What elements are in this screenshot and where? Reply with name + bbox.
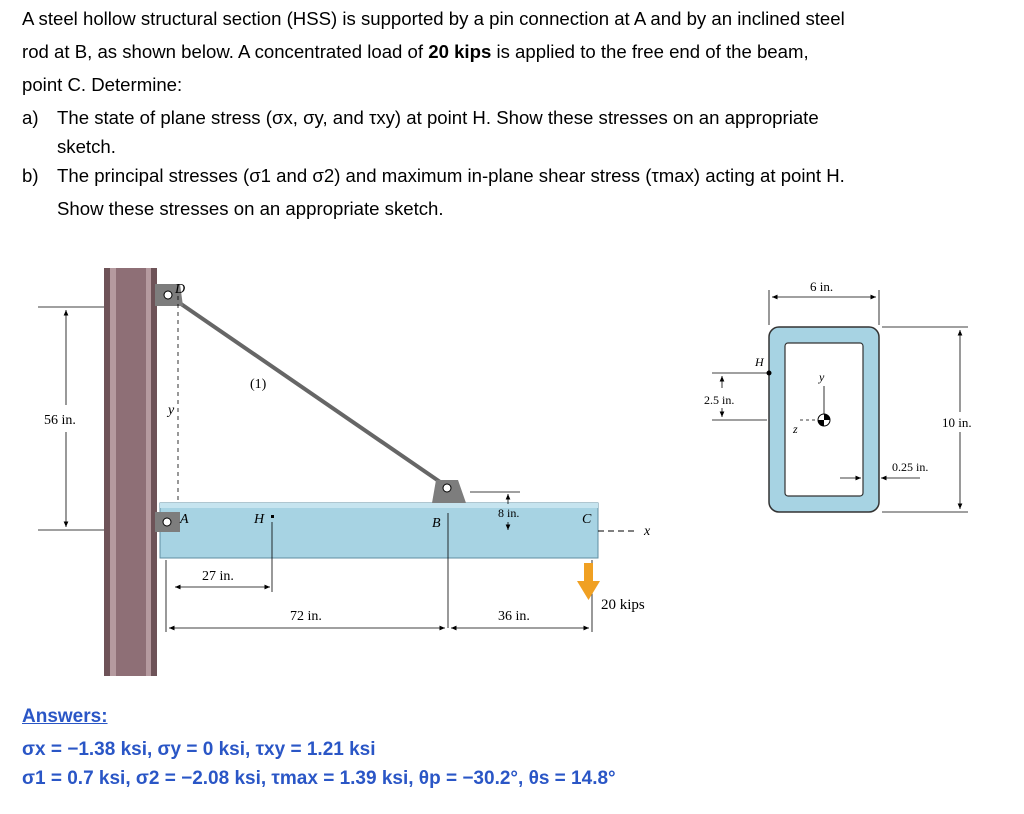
load-label: 20 kips <box>601 597 645 613</box>
load-arrow-head <box>577 581 600 600</box>
dim-72-label: 72 in. <box>290 609 322 624</box>
pin-d <box>164 291 172 299</box>
rod-label: (1) <box>250 377 267 392</box>
column-flange-left <box>104 268 110 676</box>
section-label-y: y <box>819 370 825 384</box>
column-flange-right <box>151 268 157 676</box>
part-b-line-1: The principal stresses (σ1 and σ2) and maximum in-plane shear stress (τmax) acting at point H. <box>57 165 845 186</box>
part-b-label: b) <box>22 165 39 186</box>
dim-27-label: 27 in. <box>202 569 234 584</box>
point-h-marker <box>271 515 274 518</box>
problem-line-2a: rod at B, as shown below. A concentrated load of <box>22 41 429 62</box>
part-a-line-2: sketch. <box>57 136 116 157</box>
dim-6-label: 6 in. <box>810 279 834 294</box>
load-arrow-shaft <box>584 563 593 581</box>
column-web <box>116 268 146 676</box>
label-d: D <box>175 282 186 297</box>
dim-10-label: 10 in. <box>942 415 972 430</box>
section-label-h: H <box>755 355 764 369</box>
beam-top-flange <box>160 503 598 508</box>
problem-line-2c: is applied to the free end of the beam, <box>491 41 809 62</box>
part-a-label: a) <box>22 107 39 128</box>
part-a-line-1: The state of plane stress (σx, σy, and τxy) at point H. Show these stresses on an appropriate <box>57 107 819 128</box>
answer-line-1: σx = −1.38 ksi, σy = 0 ksi, τxy = 1.21 ksi <box>22 739 376 760</box>
problem-line-1: A steel hollow structural section (HSS) is supported by a pin connection at A and by an inclined steel <box>22 8 845 29</box>
answers-title: Answers: <box>22 706 108 727</box>
dim-8-label: 8 in. <box>498 506 520 520</box>
x-axis-label: x <box>644 524 651 539</box>
load-value-bold: 20 kips <box>428 41 492 62</box>
answer-line-2: σ1 = 0.7 ksi, σ2 = −2.08 ksi, τmax = 1.39 ksi, θp = −30.2°, θs = 14.8° <box>22 768 616 789</box>
problem-line-3: point C. Determine: <box>22 74 183 95</box>
pin-a <box>163 518 171 526</box>
y-axis-label: y <box>168 403 175 418</box>
dim-36-label: 36 in. <box>498 609 530 624</box>
rod-1 <box>168 295 446 486</box>
beam <box>160 503 598 558</box>
label-b: B <box>432 516 441 531</box>
label-c: C <box>582 512 592 527</box>
dim-56-label: 56 in. <box>44 413 76 428</box>
dim-25-label: 2.5 in. <box>704 393 735 407</box>
label-h: H <box>254 512 265 527</box>
label-a: A <box>180 512 189 527</box>
dim-025-label: 0.25 in. <box>892 460 929 474</box>
pin-b <box>443 484 451 492</box>
part-b-line-2: Show these stresses on an appropriate sketch. <box>57 198 444 219</box>
section-label-z: z <box>793 422 798 436</box>
section-point-h <box>767 371 772 376</box>
